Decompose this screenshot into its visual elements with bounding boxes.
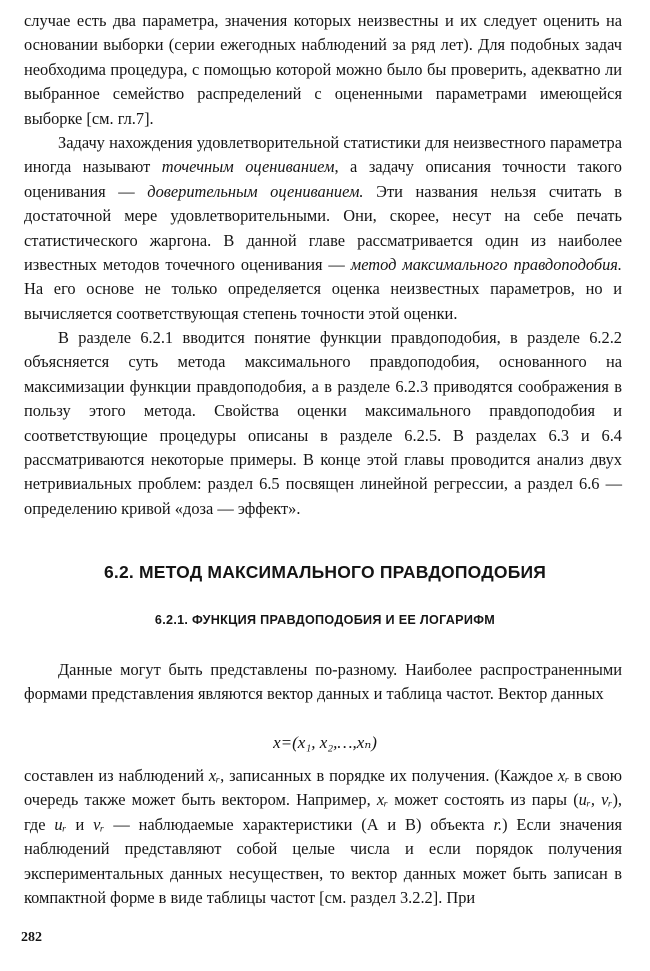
term-point-estimation: точечным оцениванием [161, 157, 335, 177]
subsection-heading: 6.2.1. ФУНКЦИЯ ПРАВДОПОДОБИЯ И ЕЕ ЛОГАРИФМ [154, 613, 496, 627]
formula-data-vector: x=(x₁, x₂,…,xₙ) [273, 733, 377, 752]
paragraph-data-vector [24, 764, 622, 910]
text-run: Задачу нахождения удовлетворительной статистики для неизвестного параметра иногда называют [24, 133, 622, 177]
text-run: составлен из наблюдений [24, 766, 209, 785]
text-run: — наблюдаемые характеристики (А и В) объекта [104, 814, 494, 834]
math-var: xᵣ [557, 766, 570, 785]
text-run: и [66, 814, 94, 834]
math-var: uᵣ, vᵣ [578, 790, 613, 810]
math-var: r. [493, 814, 503, 834]
page-number: 282 [21, 930, 42, 945]
text-run: Эти названия нельзя считать в достаточной мере удовлетворительными. Они, скорее, несут на себе печать статистического жаргона. В данной главе рассматривается один из наиболее известных методов точечного оценивания — [24, 181, 622, 275]
math-var: vᵣ [93, 814, 105, 834]
paragraph-chapter-outline: В разделе 6.2.1 вводится понятие функции правдоподобия, в разделе 6.2.2 объясняется суть метода максимального правдоподобия, основанного на максимизации функции правдоподобия, а в разделе 6.2.3 приводятся соображения в пользу этого метода. Свойства оценки максимального правдоподобия и соответствующие процедуры описаны в разделе 6.2.5. В разделах 6.3 и 6.4 рассматриваются некоторые примеры. В конце этой главы проводится анализ двух нетривиальных проблем: раздел 6.5 посвящен линейной регрессии, а раздел 6.6 — определению кривой «доза — эффект». [24, 328, 622, 518]
section-heading: 6.2. МЕТОД МАКСИМАЛЬНОГО ПРАВДОПОДОБИЯ [103, 562, 547, 582]
text-run: ) Если значения наблюдений представляют собой целые числа и если порядок получения экспериментальных данных несуществен, то вектор данных может быть записан в компактной форме в виде таблицы частот [см. раздел 3.2.2]. При [24, 814, 623, 908]
math-var: xᵣ [376, 790, 389, 810]
term-maximum-likelihood-method: метод максимального правдоподобия. [350, 255, 622, 275]
paragraph-estimation-terms [24, 131, 622, 326]
text-run: На его основе не только определяется оценка неизвестных параметров, но и вычисляется соответствующая степень точности этой оценки. [24, 279, 622, 323]
math-var: uᵣ [54, 814, 67, 834]
paragraph-data-forms: Данные могут быть представлены по-разному. Наиболее распространенными формами представления являются вектор данных и таблица частот. Вектор данных [24, 660, 622, 704]
term-interval-estimation: доверительным оцениванием. [147, 181, 364, 201]
text-run: , записанных в порядке их получения. (Каждое [220, 766, 558, 785]
text-run: может состоять из пары ( [388, 790, 579, 810]
text-run: ), где [24, 790, 622, 834]
text-run: в свою очередь также может быть вектором. Например, [24, 766, 623, 810]
math-var: xᵣ [208, 766, 221, 785]
paragraph-intro-continuation: случае есть два параметра, значения которых неизвестны и их следует оценить на основании выборки (серии ежегодных наблюдений за ряд лет). Для подобных задач необходима процедура, с помощью которой можно было бы проверить, адекватно ли выбранное семейство распределений с оцененными параметрами имеющейся выборке [см. гл.7]. [24, 11, 622, 128]
text-run: , а задачу описания точности такого оценивания — [24, 157, 622, 201]
